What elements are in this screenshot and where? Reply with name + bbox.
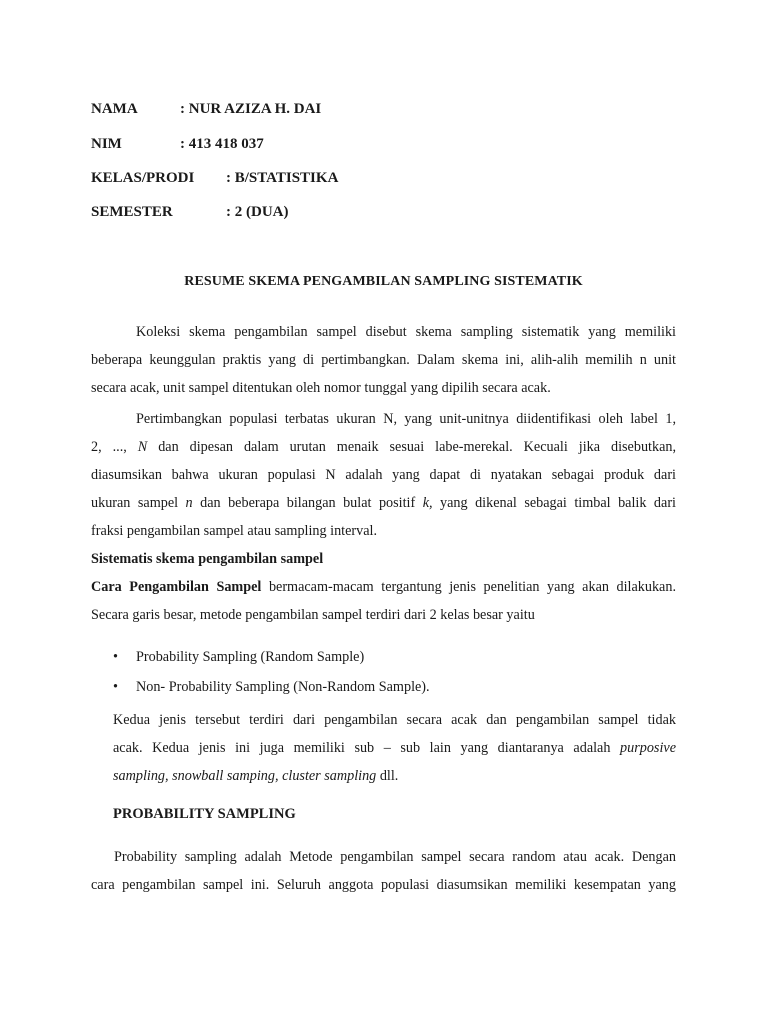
paragraph-line: Koleksi skema pengambilan sampel disebut skema sampling sistematik yang memiliki <box>136 324 676 340</box>
paragraph-line <box>91 573 676 601</box>
paragraph-line: diasumsikan bahwa ukuran populasi N adalah yang dapat di nyatakan sebagai produk dari <box>91 467 676 483</box>
paragraph-line <box>113 734 676 762</box>
paragraph-line: Kedua jenis tersebut terdiri dari pengambilan secara acak dan pengambilan sampel tidak <box>113 712 676 728</box>
text-run: acak. Kedua jenis ini juga memiliki sub – sub lain yang diantaranya adalah <box>113 740 621 756</box>
bullet-icon: • <box>113 679 118 695</box>
text-run-bold: Cara Pengambilan Sampel <box>91 579 262 595</box>
text-run-italic: sampling, snowball samping, cluster sampling <box>113 768 377 784</box>
paragraph-line: Probability sampling adalah Metode pengambilan sampel secara random atau acak. Dengan <box>114 849 676 865</box>
header-value: : NUR AZIZA H. DAI <box>180 101 322 117</box>
list-item-text: Probability Sampling (Random Sample) <box>136 649 365 665</box>
document-title: RESUME SKEMA PENGAMBILAN SAMPLING SISTEMATIK <box>184 274 583 289</box>
header-value: : 413 418 037 <box>180 136 264 152</box>
text-run: dan dipesan dalam urutan menaik sesuai labe-merekal. Kecuali jika disebutkan, <box>147 439 677 455</box>
text-run-italic: k, <box>422 495 433 511</box>
header-value: : B/STATISTIKA <box>226 170 339 186</box>
list-item-text: Non- Probability Sampling (Non-Random Sample). <box>136 679 430 695</box>
text-run: dan beberapa bilangan bulat positif <box>192 495 423 511</box>
subheading: Sistematis skema pengambilan sampel <box>91 551 324 567</box>
paragraph-line: Pertimbangkan populasi terbatas ukuran N, yang unit-unitnya diidentifikasi oleh label 1, <box>136 411 676 427</box>
header-label: NIM <box>91 136 122 152</box>
header-label: SEMESTER <box>91 204 173 220</box>
paragraph-1 <box>91 318 676 402</box>
header-value: : 2 (DUA) <box>226 204 289 220</box>
text-run-italic: n <box>185 495 193 511</box>
paragraph-line: fraksi pengambilan sampel atau sampling interval. <box>91 523 378 539</box>
paragraph-line <box>91 433 676 461</box>
paragraph-line: cara pengambilan sampel ini. Seluruh anggota populasi diasumsikan memiliki kesempatan yang <box>91 877 676 893</box>
bullet-icon: • <box>113 649 118 665</box>
paragraph-line: Secara garis besar, metode pengambilan sampel terdiri dari 2 kelas besar yaitu <box>91 607 535 623</box>
header-label: NAMA <box>91 101 138 117</box>
text-run-italic: N <box>137 439 148 455</box>
text-run: dll. <box>376 768 399 784</box>
paragraph-line <box>113 762 676 790</box>
header-label: KELAS/PRODI <box>91 170 195 186</box>
paragraph-line: secara acak, unit sampel ditentukan oleh nomor tunggal yang dipilih secara acak. <box>91 380 551 396</box>
text-run: ukuran sampel <box>91 495 186 511</box>
text-run: 2, ..., <box>91 439 138 455</box>
paragraph-3 <box>91 573 676 629</box>
text-run: bermacam-macam tergantung jenis penelitian yang akan dilakukan. <box>261 579 676 595</box>
section-heading: PROBABILITY SAMPLING <box>113 806 296 822</box>
paragraph-line: beberapa keunggulan praktis yang di pertimbangkan. Dalam skema ini, alih-alih memilih n unit <box>91 352 676 368</box>
paragraph-5 <box>91 843 676 899</box>
text-run-italic: purposive <box>620 740 676 756</box>
paragraph-4 <box>113 706 676 790</box>
paragraph-line <box>91 489 676 517</box>
paragraph-2 <box>91 405 676 545</box>
text-run: yang dikenal sebagai timbal balik dari <box>432 495 676 511</box>
